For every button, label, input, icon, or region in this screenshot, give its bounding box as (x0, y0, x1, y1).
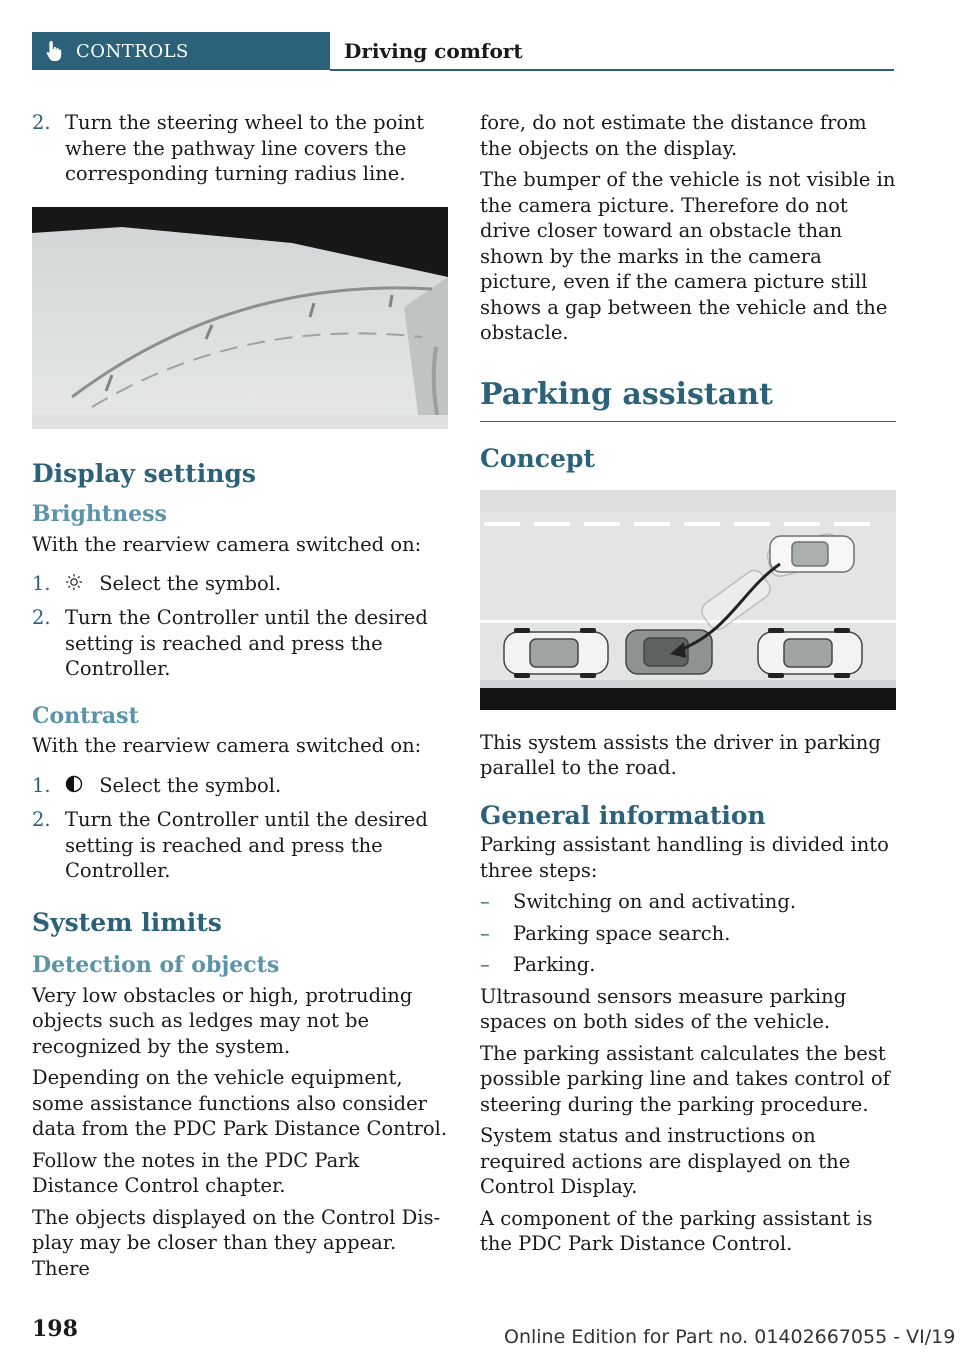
list-item-text: Switching on and activating. (513, 890, 797, 913)
list-item (480, 921, 896, 947)
list-item (32, 110, 448, 187)
list-item (32, 807, 448, 884)
paragraph: This system assists the driver in parking parallel to the road. (480, 730, 881, 779)
paragraph: Depending on the vehicle equipment, some assistance functions also consider data from the PDC Park Distance Control. (32, 1066, 448, 1140)
paragraph: fore, do not estimate the distance from the objects on the display. (480, 111, 867, 160)
edition-note: Online Edition for Part no. 01402667055 - VI/19 (504, 1326, 956, 1348)
page-number: 198 (32, 1316, 78, 1342)
system-limits-heading: System limits (32, 907, 222, 937)
paragraph: Ultrasound sensors measure parking spaces on both sides of the vehicle. (480, 984, 847, 1033)
parking-concept-figure (480, 490, 896, 710)
paragraph: Parking assistant handling is divided into three steps: (480, 833, 889, 882)
step-text: Select the symbol. (99, 773, 282, 797)
step-number: 2. (32, 111, 51, 134)
brightness-intro: With the rearview camera switched on: (32, 532, 422, 556)
rearview-camera-figure (32, 207, 448, 429)
brightness-steps (32, 571, 448, 682)
general-information-heading: General information (480, 800, 766, 830)
step-number: 2. (32, 606, 51, 630)
list-item (480, 889, 896, 915)
paragraph: The parking assistant calculates the best possible parking line and takes control of steering during the parking procedure. (480, 1041, 890, 1116)
chapter-title: Driving comfort (344, 39, 523, 63)
list-item-text: Parking space search. (513, 921, 731, 945)
dash-bullet: – (480, 890, 490, 913)
step-text: Turn the Controller until the desired setting is reached and press the Controller. (65, 808, 428, 882)
list-item (32, 605, 448, 682)
steering-steps (32, 110, 448, 187)
paragraph: Very low obstacles or high, protruding objects such as ledges may not be recognized by the system. (32, 983, 413, 1058)
list-item-text: Parking. (513, 953, 596, 976)
contrast-steps (32, 773, 448, 884)
contrast-intro: With the rearview camera switched on: (32, 734, 422, 758)
sun-icon (65, 572, 85, 598)
step-number: 1. (32, 572, 51, 595)
header-rule (330, 69, 894, 71)
list-item (32, 773, 448, 799)
brightness-heading: Brightness (32, 501, 167, 527)
steps-list (480, 889, 896, 978)
step-number: 1. (32, 773, 51, 797)
hand-pointer-icon (32, 40, 76, 62)
step-text: Turn the steering wheel to the point where the pathway line covers the corresponding turning radius line. (65, 111, 425, 185)
dash-bullet: – (480, 921, 490, 945)
display-settings-heading: Display settings (32, 458, 256, 488)
step-text: Select the symbol. (99, 572, 282, 595)
paragraph: System status and instructions on required actions are displayed on the Control Display. (480, 1124, 851, 1198)
right-column (480, 110, 896, 1263)
paragraph: The objects displayed on the Control Display may be closer than they appear. There (32, 1205, 441, 1280)
paragraph: The bumper of the vehicle is not visible in the camera picture. Therefore do not drive closer toward an obstacle than shown by the marks in the camera picture, even if the camera picture still shows a gap between the vehicle and the obstacle. (480, 168, 896, 344)
page-header (32, 32, 894, 70)
detection-heading: Detection of objects (32, 952, 280, 978)
contrast-icon (65, 774, 85, 800)
concept-heading: Concept (480, 444, 595, 473)
step-text: Turn the Controller until the desired setting is reached and press the Controller. (65, 606, 428, 681)
paragraph: A component of the parking assistant is the PDC Park Distance Control. (480, 1206, 873, 1255)
section-label: CONTROLS (76, 40, 189, 62)
list-item (32, 571, 448, 597)
list-item (480, 952, 896, 978)
left-column (32, 110, 448, 1287)
step-number: 2. (32, 808, 51, 831)
paragraph: Follow the notes in the PDC Park Distance Control chapter. (32, 1148, 360, 1197)
contrast-heading: Contrast (32, 702, 139, 729)
dash-bullet: – (480, 953, 490, 976)
section-tab (32, 32, 330, 70)
parking-assistant-heading: Parking assistant (480, 382, 896, 423)
